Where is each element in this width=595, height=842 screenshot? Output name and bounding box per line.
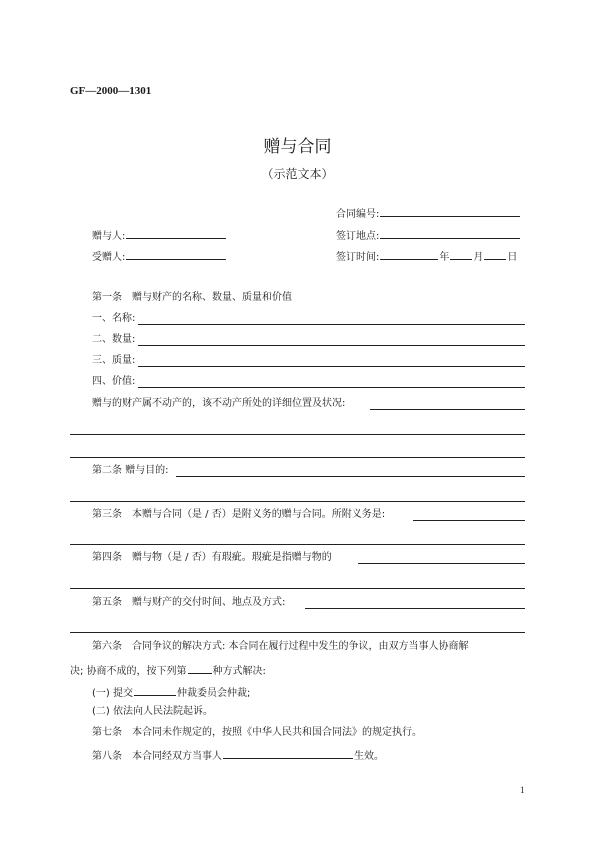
article-1-heading: 第一条 赠与财产的名称、数量、质量和价值 — [92, 292, 292, 303]
article-3-field[interactable] — [413, 520, 525, 521]
article-5-label: 第五条 赠与财产的交付时间、地点及方式: — [92, 597, 286, 608]
article-1-realty-label: 赠与的财产属不动产的，该不动产所处的详细位置及状况: — [92, 398, 346, 409]
article-1-realty-line-3[interactable] — [70, 457, 525, 458]
article-3-label: 第三条 本赠与合同（是 / 否）是附义务的赠与合同。所附义务是: — [92, 509, 386, 520]
article-5-line-2[interactable] — [70, 632, 525, 633]
article-8-field[interactable] — [223, 748, 353, 759]
contract-no-row — [336, 206, 521, 221]
article-6-option-1-text-b: 仲裁委员会仲裁; — [176, 688, 251, 699]
contract-no-label: 合同编号: — [336, 209, 380, 220]
arbitration-body-field[interactable] — [134, 685, 176, 696]
article-6-option-2: (二) 依法向人民法院起诉。 — [92, 706, 213, 717]
article-4-label: 第四条 赠与物（是 / 否）有瑕疵。瑕疵是指赠与物的 — [92, 552, 332, 563]
day-label: 日 — [507, 252, 518, 263]
article-4-field[interactable] — [358, 563, 525, 564]
article-7-text: 第七条 本合同未作规定的，按照《中华人民共和国合同法》的规定执行。 — [92, 727, 422, 738]
article-2-field[interactable] — [176, 476, 525, 477]
donee-label: 受赠人: — [92, 252, 126, 263]
article-2-label: 第二条 赠与目的: — [92, 465, 169, 476]
document-title: 赠与合同 — [263, 137, 332, 157]
article-1-qty-label: 二、数量: — [92, 334, 136, 345]
day-field[interactable] — [484, 249, 506, 260]
sign-time-row — [336, 249, 517, 264]
article-1-value-field[interactable] — [138, 387, 525, 388]
sign-time-label: 签订时间: — [336, 252, 380, 263]
document-subtitle: （示范文本） — [261, 167, 334, 181]
article-1-realty-line-2[interactable] — [70, 434, 525, 435]
article-6-line-2-text-b: 种方式解决: — [212, 666, 266, 677]
article-1-qty-field[interactable] — [138, 345, 525, 346]
article-6-line-1: 第六条 合同争议的解决方式: 本合同在履行过程中发生的争议，由双方当事人协商解 — [92, 641, 469, 652]
article-6-option-1 — [92, 685, 250, 700]
article-1-quality-field[interactable] — [138, 366, 525, 367]
article-4-line-2[interactable] — [70, 588, 525, 589]
contract-no-field[interactable] — [380, 206, 520, 217]
year-field[interactable] — [380, 249, 438, 260]
year-label: 年 — [439, 252, 450, 263]
donor-label: 赠与人: — [92, 231, 126, 242]
donee-field[interactable] — [126, 249, 226, 260]
article-6-line-2 — [70, 663, 266, 678]
article-1-realty-field[interactable] — [370, 409, 525, 410]
donee-row — [92, 249, 227, 264]
form-code: GF—2000—1301 — [70, 85, 152, 97]
article-1-quality-label: 三、质量: — [92, 355, 136, 366]
article-8-row — [92, 748, 384, 763]
donor-field[interactable] — [126, 228, 226, 239]
article-1-value-label: 四、价值: — [92, 376, 136, 387]
article-6-line-2-text-a: 决; 协商不成的，按下列第 — [70, 666, 187, 677]
article-2-line-2[interactable] — [70, 501, 525, 502]
article-1-name-label: 一、名称: — [92, 313, 136, 324]
article-5-field[interactable] — [305, 608, 525, 609]
month-label: 月 — [473, 252, 484, 263]
sign-place-label: 签订地点: — [336, 231, 380, 242]
donor-row — [92, 228, 227, 243]
page-number: 1 — [520, 785, 525, 795]
article-8-text-b: 生效。 — [354, 751, 384, 762]
article-3-line-2[interactable] — [70, 544, 525, 545]
sign-place-row — [336, 228, 521, 243]
article-6-option-field[interactable] — [188, 663, 212, 674]
article-6-option-1-text-a: (一) 提交 — [92, 688, 133, 699]
article-1-name-field[interactable] — [138, 324, 525, 325]
sign-place-field[interactable] — [380, 228, 520, 239]
month-field[interactable] — [450, 249, 472, 260]
article-8-text-a: 第八条 本合同经双方当事人 — [92, 751, 222, 762]
